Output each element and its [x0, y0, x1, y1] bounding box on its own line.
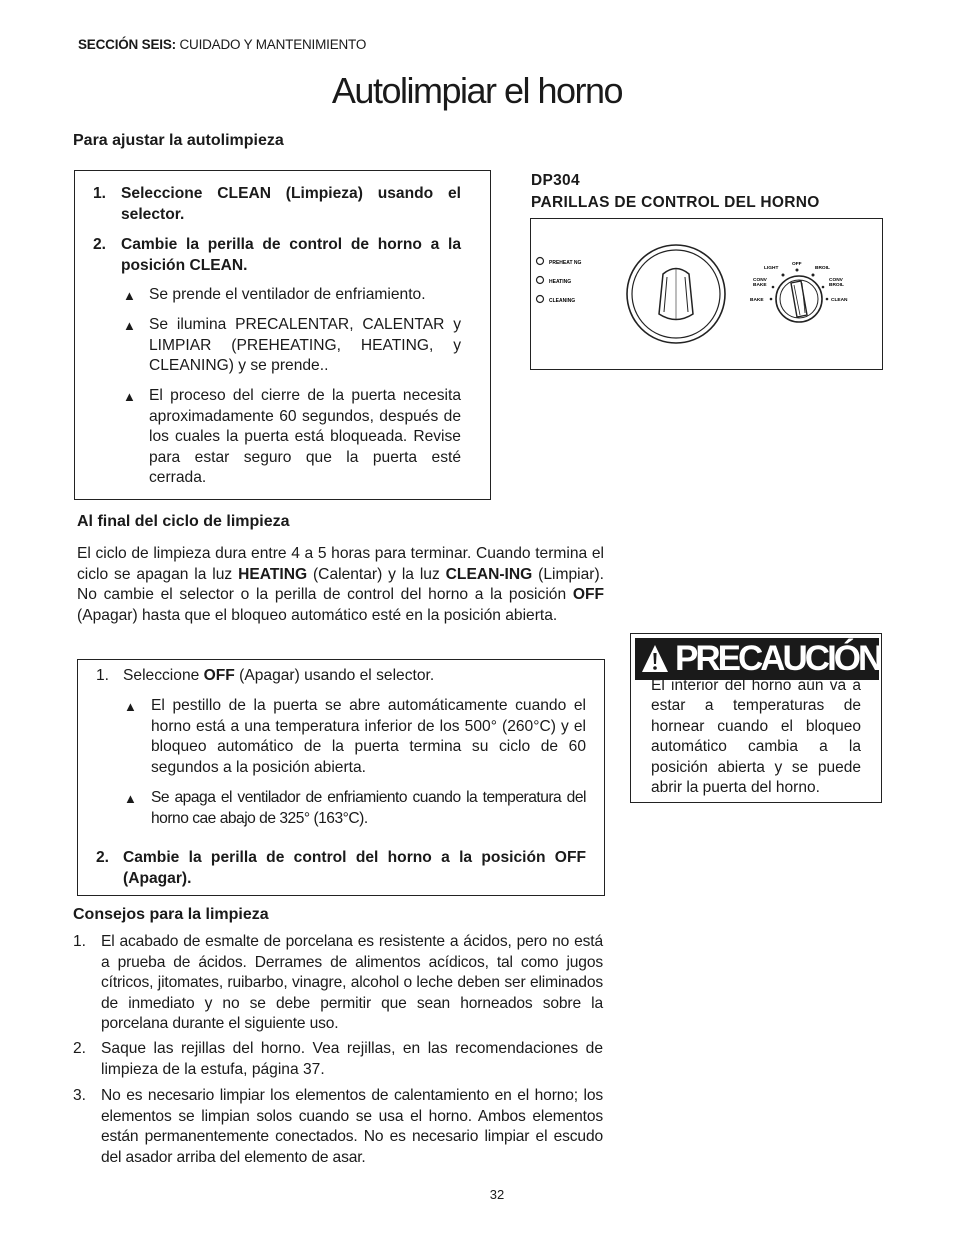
- caution-text: El interior del horno aún va a estar a temperaturas de hornear cuando el bloqueo automático cambia a la posición abierta y se puede abrir la puerta del horno.: [651, 677, 861, 797]
- end-cycle-bold-term: HEATING: [238, 565, 308, 583]
- selector-label-conv-bake-2: BAKE: [753, 283, 767, 288]
- end-bullet-1: ▲ El pestillo de la puerta se abre automáticamente cuando el horno está a una temperatura inferior de los 500° (260°C) y el bloqueo automático de la puerta termina su ciclo de 60 segundos a la posición abierta.: [124, 697, 586, 776]
- end-step-1: 1. Seleccione OFF (Apagar) usando el selector.: [96, 667, 435, 684]
- page-title: Autolimpiar el horno: [331, 70, 623, 111]
- end-cycle-bold-term: OFF: [572, 586, 604, 603]
- setup-bullet-2: ▲ Se ilumina PRECALENTAR, CALENTAR y LIMPIAR (PREHEATING, HEATING, y CLEANING) y se prende..: [123, 316, 461, 374]
- control-panel-drawing: [531, 219, 882, 369]
- control-panel-caption: [531, 170, 820, 214]
- oven-control-panel-figure: [530, 218, 883, 370]
- end-cycle-bold-term: CLEAN-ING: [445, 565, 533, 583]
- end-cycle-text-run: (Limpiar). No cambie el selector o la perilla de control del horno a la posición: [77, 565, 605, 603]
- tip-item-1: 1. El acabado de esmalte de porcelana es resistente a ácidos, pero no está a prueba de ácidos. Derrames de alimentos acídicos, tal como jugos cítricos, jitomates, ruibarbo, vinagre, alcohol o leche deben ser eliminados de inmediato y no se debe permitir que sean horneados sobre la porcelana durante el siguiente uso.: [73, 933, 603, 1032]
- setup-heading: Para ajustar la autolimpieza: [73, 132, 284, 149]
- section-header: [78, 37, 366, 52]
- selector-label-broil: BROIL: [815, 266, 830, 271]
- selector-label-bake: BAKE: [750, 298, 764, 303]
- selector-knob: [770, 269, 829, 323]
- selector-label-conv-broil-1: CONV: [829, 278, 843, 283]
- end-bullet-2: ▲ Se apaga el ventilador de enfriamiento cuando la temperatura del horno cae abajo de 325° (163°C).: [124, 789, 586, 827]
- indicator-label-cleaning: CLEANING: [549, 298, 576, 304]
- warning-triangle-icon: [640, 643, 670, 675]
- indicator-label-heating: HEATING: [549, 279, 572, 285]
- end-cycle-paragraph: [77, 544, 604, 626]
- tips-heading: Consejos para la limpieza: [73, 906, 269, 923]
- section-label: SECCIÓN SEIS:: [78, 37, 176, 52]
- setup-bullet-1: ▲ Se prende el ventilador de enfriamiento.: [123, 285, 461, 306]
- end-cycle-steps-box: [77, 659, 605, 896]
- bullet-triangle-icon: ▲: [123, 318, 136, 333]
- indicator-light-cleaning: [537, 296, 544, 303]
- section-name: CUIDADO Y MANTENIMIENTO: [175, 37, 367, 52]
- indicator-light-preheat: [537, 258, 544, 265]
- bullet-triangle-icon: ▲: [123, 389, 136, 404]
- setup-step-2: 2. Cambie la perilla de control de horno a la posición CLEAN.: [93, 236, 461, 274]
- tip-item-2: 2. Saque las rejillas del horno. Vea rejillas, en las recomendaciones de limpieza de la estufa, página 37.: [73, 1040, 603, 1078]
- end-cycle-text-run: (Apagar) hasta que el bloqueo automático esté en la posición abierta.: [77, 606, 558, 624]
- setup-bullet-3: ▲ El proceso del cierre de la puerta necesita aproximadamente 60 segundos, después de los cuales la puerta está bloqueada. Revise para estar seguro que la puerta esté cerrada.: [123, 387, 461, 486]
- selector-label-light: LIGHT: [764, 266, 779, 271]
- selector-label-conv-bake-1: CONV: [753, 278, 767, 283]
- end-step-2: 2. Cambie la perilla de control del horno a la posición OFF (Apagar).: [96, 849, 586, 887]
- indicator-label-preheat: PREHEAT NG: [549, 260, 582, 266]
- setup-step-1: 1. Seleccione CLEAN (Limpieza) usando el selector.: [93, 185, 461, 223]
- end-cycle-heading: Al final del ciclo de limpieza: [77, 513, 290, 530]
- setup-steps-box: [74, 170, 491, 500]
- model-number: DP304: [531, 172, 580, 189]
- selector-label-conv-broil-2: BROIL: [829, 283, 844, 288]
- caution-box: [630, 633, 882, 803]
- indicator-light-heating: [537, 277, 544, 284]
- page-number: 32: [489, 1187, 505, 1202]
- indicator-lights: [537, 258, 582, 305]
- caution-title: PRECAUCIÓN: [675, 639, 881, 678]
- end-cycle-text-run: El ciclo de limpieza dura entre 4 a 5 horas para terminar. Cuando termina el ciclo se apagan la luz: [77, 545, 604, 583]
- panel-caption: PARILLAS DE CONTROL DEL HORNO: [531, 194, 820, 211]
- bullet-triangle-icon: ▲: [124, 791, 137, 806]
- oven-control-knob: [627, 245, 725, 343]
- bullet-triangle-icon: ▲: [124, 699, 137, 714]
- tip-item-3: 3. No es necesario limpiar los elementos de calentamiento en el horno; los elementos se limpian solos cuando se usa el horno. Ambos elementos están permanentemente conectados. No es necesario limpiar el escudo del asador arriba del elemento de asar.: [73, 1087, 603, 1166]
- selector-label-clean: CLEAN: [831, 298, 848, 303]
- bullet-triangle-icon: ▲: [123, 288, 136, 303]
- selector-label-off: OFF: [792, 262, 802, 267]
- caution-header: [635, 638, 879, 680]
- end-cycle-text-run: (Calentar) y la luz: [307, 565, 446, 583]
